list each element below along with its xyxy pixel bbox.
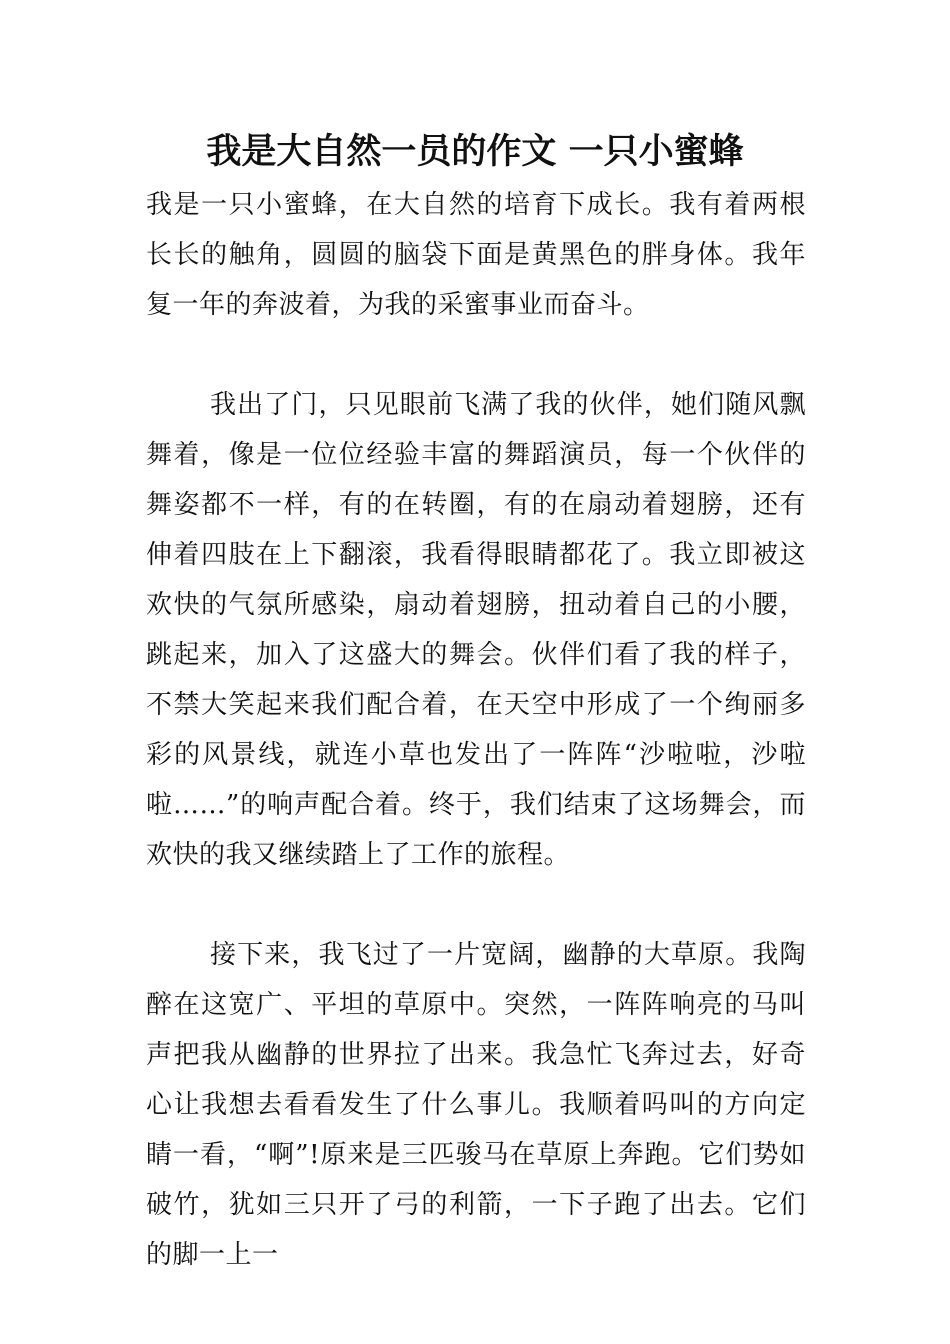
paragraph-3: 接下来，我飞过了一片宽阔，幽静的大草原。我陶醉在这宽广、平坦的草原中。突然，一阵阵响亮的马叫声把我从幽静的世界拉了出来。我急忙飞奔过去，好奇心让我想去看看发生了什么事儿。我顺着吗叫的方向定睛一看，“啊”!原来是三匹骏马在草原上奔跑。它们势如破竹，犹如三只开了弓的利箭，一下子跑了出去。它们的脚一上一 (146, 940, 806, 1270)
document-title: 我是大自然一员的作文 一只小蜜蜂 (206, 132, 744, 172)
paragraph-gap (146, 880, 806, 930)
paragraph-1: 我是一只小蜜蜂，在大自然的培育下成长。我有着两根长长的触角，圆圆的脑袋下面是黄黑色的胖身体。我年复一年的奔波着，为我的采蜜事业而奋斗。 (146, 190, 806, 320)
paragraph-gap (146, 330, 806, 380)
document-body (146, 180, 806, 1280)
paragraph-2: 我出了门，只见眼前飞满了我的伙伴，她们随风飘舞着，像是一位位经验丰富的舞蹈演员，每一个伙伴的舞姿都不一样，有的在转圈，有的在扇动着翅膀，还有伸着四肢在上下翻滚，我看得眼睛都花了。我立即被这欢快的气氛所感染，扇动着翅膀，扭动着自己的小腰，跳起来，加入了这盛大的舞会。伙伴们看了我的样子，不禁大笑起来我们配合着，在天空中形成了一个绚丽多彩的风景线，就连小草也发出了一阵阵“沙啦啦，沙啦啦……”的响声配合着。终于，我们结束了这场舞会，而欢快的我又继续踏上了工作的旅程。 (146, 390, 806, 870)
